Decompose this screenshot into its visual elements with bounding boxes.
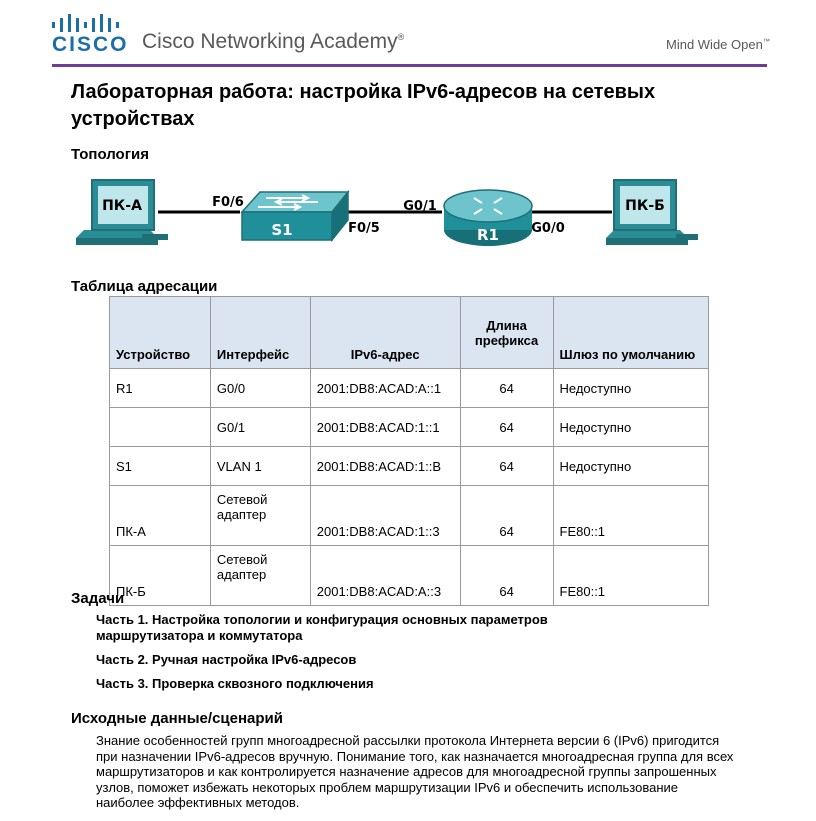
task-item-2: Часть 2. Ручная настройка IPv6-адресов [96, 652, 357, 667]
cell-device: ПК-Б [110, 546, 211, 606]
switch-s1-label: S1 [271, 221, 293, 239]
cell-gateway: Недоступно [553, 408, 708, 447]
topology-heading: Топология [71, 146, 149, 163]
table-row [110, 486, 709, 546]
page-title: Лабораторная работа: настройка IPv6-адресов на сетевых устройствах [71, 81, 656, 130]
addressing-heading: Таблица адресации [71, 278, 218, 295]
switch-s1-icon [242, 192, 348, 240]
cell-interface: G0/0 [210, 369, 310, 408]
cell-gateway: FE80::1 [553, 546, 708, 606]
cell-device: R1 [110, 369, 211, 408]
cell-interface: VLAN 1 [210, 447, 310, 486]
table-row [110, 546, 709, 606]
cell-ipv6: 2001:DB8:ACAD:1::B [310, 447, 460, 486]
cell-interface: Сетевой адаптер [210, 486, 310, 546]
cell-interface: G0/1 [210, 408, 310, 447]
cell-prefix: 64 [460, 408, 553, 447]
cell-device [110, 408, 211, 447]
col-ipv6: IPv6-адрес [310, 297, 460, 369]
cell-prefix: 64 [460, 447, 553, 486]
col-prefix: Длина префикса [460, 297, 553, 369]
cell-ipv6: 2001:DB8:ACAD:1::3 [310, 486, 460, 546]
col-device: Устройство [110, 297, 211, 369]
cell-gateway: Недоступно [553, 447, 708, 486]
background-paragraph: Знание особенностей групп многоадресной рассылки протокола Интернета версии 6 (IPv6) пригодится при назначении IPv6-адресов вручную. Понимание того, как назначается многоадресная группа для всех маршрутизаторов и как контролируется назначение адресов для многоадресной группы запрошенных узлов, поможет избежать некоторых проблем маршрутизации IPv6 и обеспечить использование наиболее эффективных методов. [96, 733, 734, 810]
table-header-row [110, 297, 709, 369]
cell-device: S1 [110, 447, 211, 486]
router-r1-label: R1 [477, 226, 499, 244]
task-item-3: Часть 3. Проверка сквозного подключения [96, 676, 374, 691]
cisco-logo-text: CISCO [52, 33, 129, 56]
cell-gateway: Недоступно [553, 369, 708, 408]
task-item-1: Часть 1. Настройка топологии и конфигурация основных параметров маршрутизатора и коммутатора [96, 612, 548, 643]
col-gateway: Шлюз по умолчанию [553, 297, 708, 369]
table-row [110, 447, 709, 486]
cell-gateway: FE80::1 [553, 486, 708, 546]
port-f0-5: F0/5 [348, 221, 380, 236]
table-row [110, 408, 709, 447]
tasks-heading: Задачи [71, 590, 125, 607]
cell-ipv6: 2001:DB8:ACAD:A::1 [310, 369, 460, 408]
academy-name: Cisco Networking Academy® [142, 30, 405, 53]
col-interface: Интерфейс [210, 297, 310, 369]
cell-interface: Сетевой адаптер [210, 546, 310, 606]
pc-b-label: ПК-Б [625, 198, 665, 214]
table-row [110, 369, 709, 408]
cell-device: ПК-А [110, 486, 211, 546]
port-f0-6: F0/6 [212, 195, 244, 210]
addressing-table [109, 296, 709, 606]
port-g0-1: G0/1 [403, 199, 437, 214]
header-rule [52, 64, 767, 67]
tagline: Mind Wide Open™ [666, 37, 770, 52]
pc-a-label: ПК-А [102, 198, 142, 214]
cell-ipv6: 2001:DB8:ACAD:1::1 [310, 408, 460, 447]
background-heading: Исходные данные/сценарий [71, 710, 283, 727]
topology-diagram [70, 172, 730, 262]
port-g0-0: G0/0 [531, 221, 565, 236]
cell-ipv6: 2001:DB8:ACAD:A::3 [310, 546, 460, 606]
cell-prefix: 64 [460, 546, 553, 606]
cell-prefix: 64 [460, 486, 553, 546]
cell-prefix: 64 [460, 369, 553, 408]
